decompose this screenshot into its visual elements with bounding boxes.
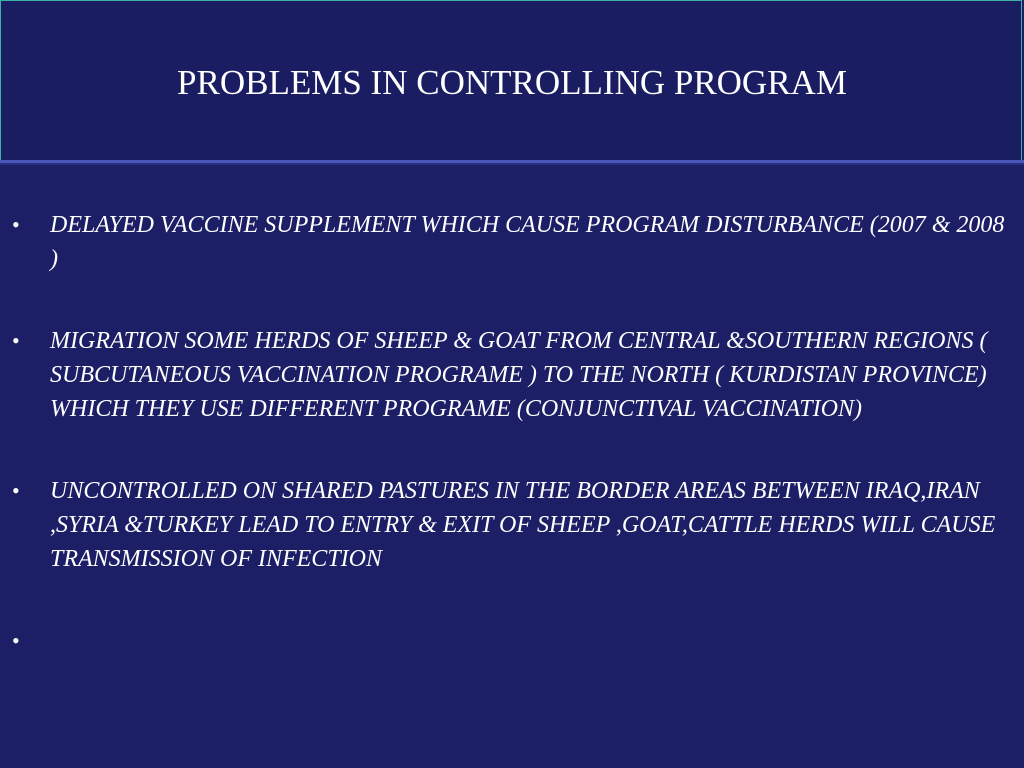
bullet-text: UNCONTROLLED ON SHARED PASTURES IN THE BORDER AREAS BETWEEN IRAQ,IRAN ,SYRIA &TURKEY LEAD TO ENTRY & EXIT OF SHEEP ,GOAT,CATTLE HERDS WILL CAUSE TRANSMISSION OF INFECTION bbox=[50, 478, 996, 572]
bullet-item-uncontrolled-pastures bbox=[0, 474, 1024, 576]
bullet-item-delayed-vaccine bbox=[0, 208, 1024, 276]
bullet-dot-icon: • bbox=[12, 212, 20, 237]
bullet-dot-icon: • bbox=[12, 478, 20, 503]
bullet-item-empty bbox=[0, 624, 1024, 658]
bullet-list bbox=[0, 208, 1024, 658]
slide-title: PROBLEMS IN CONTROLLING PROGRAM bbox=[177, 63, 847, 102]
bullet-dot-icon: • bbox=[12, 328, 20, 353]
bullet-dot-icon: • bbox=[12, 628, 20, 653]
bullet-item-migration bbox=[0, 324, 1024, 426]
bullet-text: MIGRATION SOME HERDS OF SHEEP & GOAT FROM CENTRAL &SOUTHERN REGIONS ( SUBCUTANEOUS VACCINATION PROGRAME ) TO THE NORTH ( KURDISTAN PROVINCE) WHICH THEY USE DIFFERENT PROGRAME (CONJUNCTIVAL VACCINATION) bbox=[50, 328, 988, 422]
bullet-text: DELAYED VACCINE SUPPLEMENT WHICH CAUSE PROGRAM DISTURBANCE (2007 & 2008 ) bbox=[50, 212, 1005, 272]
title-box bbox=[0, 0, 1022, 161]
title-divider-shadow bbox=[0, 163, 1024, 165]
